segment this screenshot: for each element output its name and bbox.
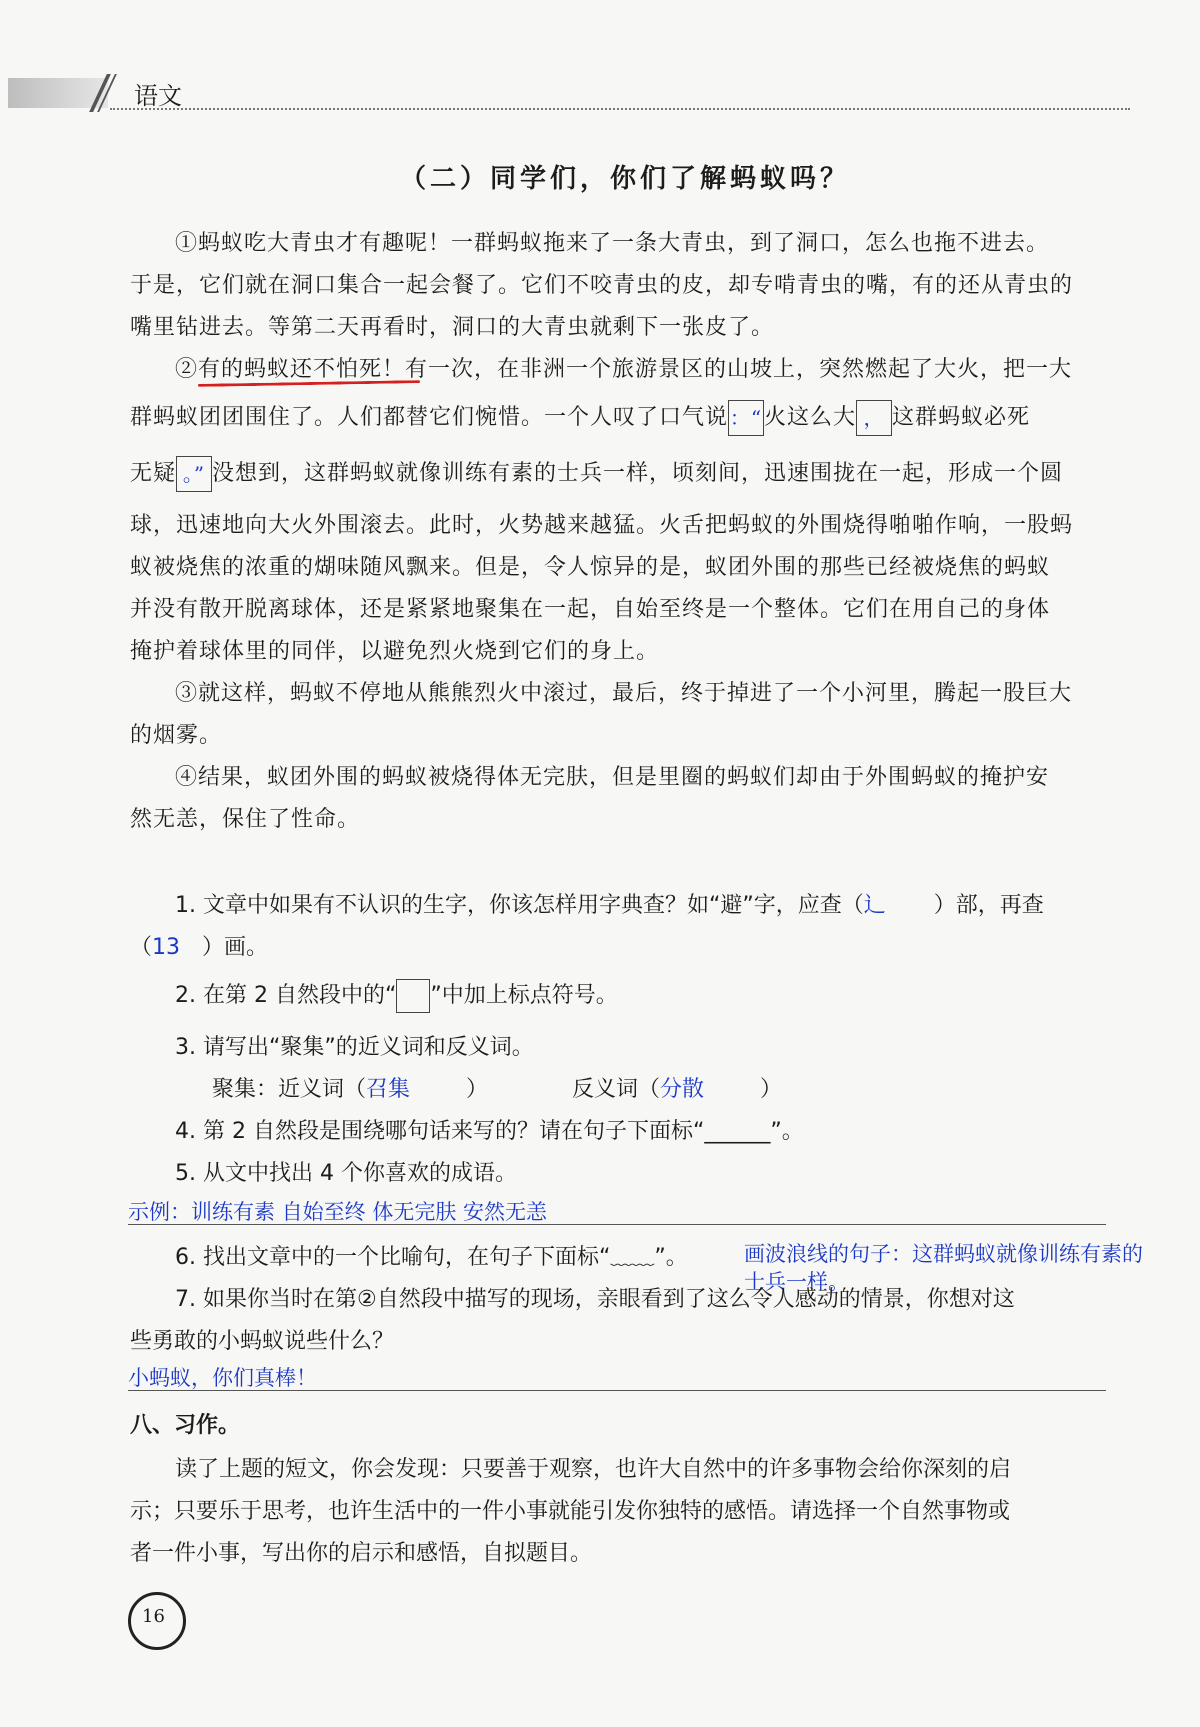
question-6: 6. 找出文章中的一个比喻句，在句子下面标“﹏﹏”。 — [175, 1245, 688, 1270]
answer-strokes: 13 — [152, 935, 181, 960]
punctuation-box: 。” — [176, 456, 212, 492]
answer-rule — [128, 1390, 1106, 1391]
answer-6: 画波浪线的句子：这群蚂蚁就像训练有素的 — [744, 1242, 1143, 1266]
passage-line: 然无恙，保住了性命。 — [130, 807, 361, 832]
question-3-antonym: 反义词（分散 ） — [572, 1072, 782, 1103]
question-3: 3. 请写出“聚集”的近义词和反义词。 — [175, 1035, 534, 1060]
answer-5: 示例：训练有素 自始至终 体无完肤 安然无恙 — [128, 1200, 548, 1224]
answer-7: 小蚂蚁，你们真棒！ — [128, 1366, 317, 1390]
passage-line: 群蚂蚁团团围住了。人们都替它们惋惜。一个人叹了口气说：“火这么大 ， 这群蚂蚁必死 — [130, 400, 1030, 436]
passage-line: 的烟雾。 — [130, 723, 223, 748]
empty-box — [396, 979, 430, 1013]
subject-label: 语文 — [134, 82, 182, 110]
passage-line: ③就这样，蚂蚁不停地从熊熊烈火中滚过，最后，终于掉进了一个小河里，腾起一股巨大 — [175, 681, 1073, 706]
passage-line: 蚁被烧焦的浓重的煳味随风飘来。但是，令人惊异的是，蚁团外围的那些已经被烧焦的蚂蚁 — [130, 555, 1051, 580]
punctuation-box: ：“ — [728, 400, 764, 436]
passage-line: 嘴里钻进去。等第二天再看时，洞口的大青虫就剩下一张皮了。 — [130, 315, 775, 340]
answer-6-cont: 士兵一样。 — [744, 1270, 849, 1294]
passage-line: 球，迅速地向大火外围滚去。此时，火势越来越猛。火舌把蚂蚁的外围烧得啪啪作响，一股蚂 — [130, 513, 1074, 538]
passage-line: ④结果，蚁团外围的蚂蚁被烧得体无完肤，但是里圈的蚂蚁们却由于外围蚂蚁的掩护安 — [175, 765, 1050, 790]
passage-line: 掩护着球体里的同伴，以避免烈火烧到它们的身上。 — [130, 639, 660, 664]
answer-radical: 辶 — [863, 893, 886, 918]
composition-heading: 八、习作。 — [130, 1413, 241, 1438]
answer-synonym: 召集 — [366, 1077, 411, 1102]
composition-line: 者一件小事，写出你的启示和感悟，自拟题目。 — [130, 1541, 593, 1566]
question-3-answers: 聚集：近义词（召集 ） — [212, 1072, 488, 1103]
composition-line: 示；只要乐于思考，也许生活中的一件小事就能引发你独特的感悟。请选择一个自然事物或 — [130, 1499, 1011, 1524]
question-7: 7. 如果你当时在第②自然段中描写的现场，亲眼看到了这么令人感动的情景，你想对这 — [175, 1287, 1015, 1312]
passage-line: 于是，它们就在洞口集合一起会餐了。它们不咬青虫的皮，却专啃青虫的嘴，有的还从青虫的 — [130, 273, 1074, 298]
answer-rule — [128, 1224, 1106, 1225]
question-7-cont: 些勇敢的小蚂蚁说些什么？ — [130, 1329, 395, 1354]
composition-line: 读了上题的短文，你会发现：只要善于观察，也许大自然中的许多事物会给你深刻的启 — [175, 1457, 1012, 1482]
passage-line: 无疑 。” 没想到，这群蚂蚁就像训练有素的士兵一样，顷刻间，迅速围拢在一起，形成一个圆 — [130, 456, 1063, 492]
page-number: 16 — [142, 1606, 165, 1627]
question-1-cont: （13 ）画。 — [130, 935, 269, 960]
header-divider — [110, 108, 1130, 110]
passage-line: ②有的蚂蚁还不怕死！有一次，在非洲一个旅游景区的山坡上，突然燃起了大火，把一大 — [175, 357, 1073, 382]
passage-line: ①蚂蚁吃大青虫才有趣呢！一群蚂蚁拖来了一条大青虫，到了洞口，怎么也拖不进去。 — [175, 231, 1050, 256]
question-1: 1. 文章中如果有不认识的生字，你该怎样用字典查？如“避”字，应查（辶 ）部，再查 — [175, 888, 1044, 919]
question-2: 2. 在第 2 自然段中的“ ”中加上标点符号。 — [175, 978, 618, 1013]
answer-antonym: 分散 — [660, 1077, 705, 1102]
passage-line: 并没有散开脱离球体，还是紧紧地聚集在一起，自始至终是一个整体。它们在用自己的身体 — [130, 597, 1051, 622]
question-4: 4. 第 2 自然段是围绕哪句话来写的？请在句子下面标“______”。 — [175, 1119, 804, 1144]
question-5: 5. 从文中找出 4 个你喜欢的成语。 — [175, 1161, 517, 1186]
punctuation-box: ， — [856, 400, 892, 436]
section-title: （二）同学们，你们了解蚂蚁吗？ — [400, 164, 851, 194]
